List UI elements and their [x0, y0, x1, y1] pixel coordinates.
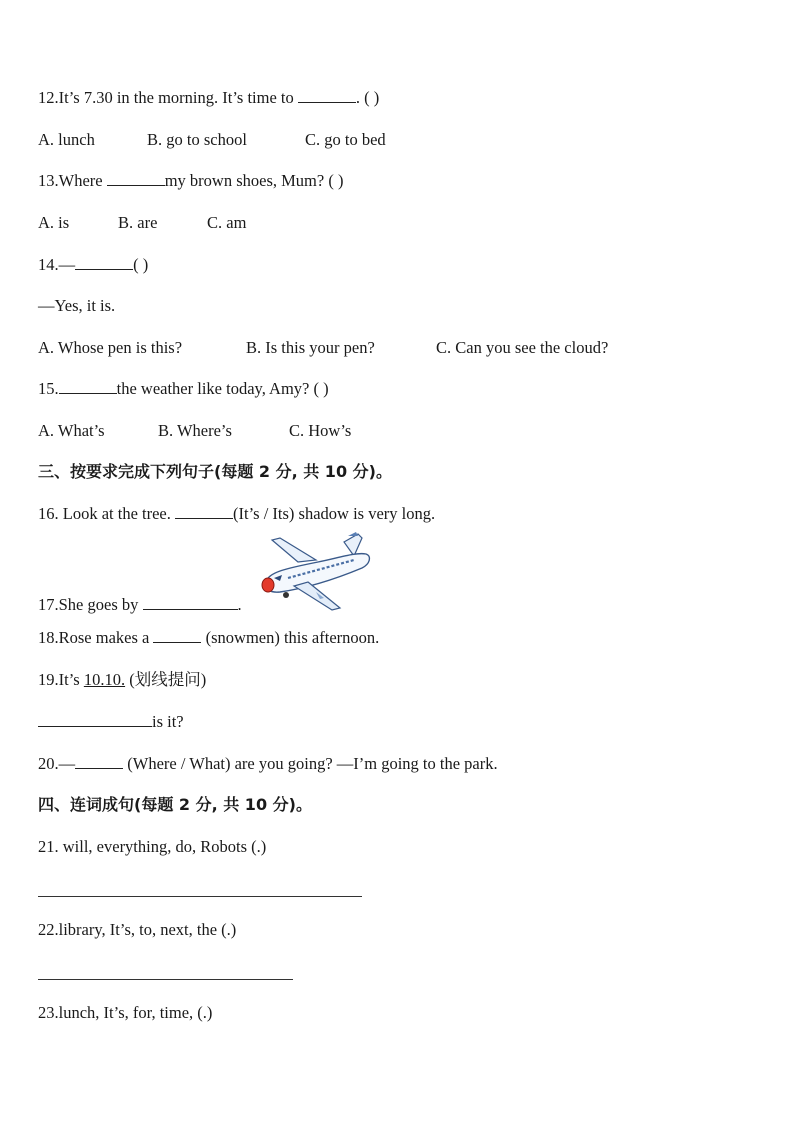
answer-blank[interactable] [75, 255, 133, 270]
question-number: 12. [38, 88, 59, 107]
option-c[interactable]: C. Can you see the cloud? [436, 338, 609, 357]
question-14: 14.— ( ) [38, 255, 149, 274]
answer-blank[interactable] [298, 88, 356, 103]
option-b[interactable]: B. Where’s [158, 421, 232, 440]
question-number: 14. [38, 255, 59, 274]
question-15: 15. the weather like today, Amy? ( ) [38, 379, 329, 398]
question-number: 13. [38, 171, 59, 190]
dialogue-reply: —Yes, it is. [38, 296, 116, 315]
option-b[interactable]: B. are [118, 213, 158, 232]
option-b[interactable]: B. go to school [147, 130, 247, 149]
answer-blank[interactable] [59, 379, 117, 394]
option-b[interactable]: B. Is this your pen? [246, 338, 375, 357]
question-19-line-2: is it? [38, 712, 184, 732]
section-3-heading: 三、按要求完成下列句子(每题 2 分, 共 10 分)。 [38, 462, 392, 481]
question-12: 12.It’s 7.30 in the morning. It’s time to . ( ) [38, 88, 380, 107]
question-21: 21. will, everything, do, Robots (.) [38, 837, 267, 856]
option-c[interactable]: C. How’s [289, 421, 352, 440]
question-number: 22. [38, 920, 59, 939]
answer-blank[interactable] [175, 504, 233, 519]
option-a[interactable]: A. is [38, 213, 70, 232]
question-number: 16. [38, 504, 63, 523]
section-4-heading: 四、连词成句(每题 2 分, 共 10 分)。 [38, 795, 312, 814]
question-number: 18. [38, 628, 59, 647]
option-a[interactable]: A. lunch [38, 130, 95, 149]
question-number: 17. [38, 595, 59, 614]
answer-blank[interactable] [75, 754, 123, 769]
airplane-icon [258, 532, 378, 612]
option-c[interactable]: C. go to bed [305, 130, 386, 149]
answer-blank[interactable] [107, 171, 165, 186]
question-17: 17.She goes by . [38, 595, 242, 614]
answer-blank[interactable] [153, 628, 201, 643]
question-13: 13.Where my brown shoes, Mum? ( ) [38, 171, 344, 190]
option-a[interactable]: A. What’s [38, 421, 105, 440]
question-number: 23. [38, 1003, 59, 1022]
question-22: 22.library, It’s, to, next, the (.) [38, 920, 237, 939]
question-19: 19.It’s 10.10. (划线提问) [38, 670, 207, 689]
option-c[interactable]: C. am [207, 213, 247, 232]
question-number: 19. [38, 670, 59, 689]
answer-blank[interactable] [38, 712, 152, 727]
question-number: 21. [38, 837, 63, 856]
answer-line[interactable] [38, 979, 293, 980]
question-23: 23.lunch, It’s, for, time, (.) [38, 1003, 213, 1022]
answer-line[interactable] [38, 896, 362, 897]
question-number: 20. [38, 754, 59, 773]
question-16: 16. Look at the tree. (It’s / Its) shadow is very long. [38, 504, 436, 523]
question-20: 20.— (Where / What) are you going? —I’m going to the park. [38, 754, 498, 773]
answer-blank[interactable] [143, 595, 238, 610]
option-a[interactable]: A. Whose pen is this? [38, 338, 183, 357]
underlined-phrase: 10.10. [83, 670, 126, 689]
question-18: 18.Rose makes a (snowmen) this afternoon. [38, 628, 380, 647]
question-number: 15. [38, 379, 59, 398]
